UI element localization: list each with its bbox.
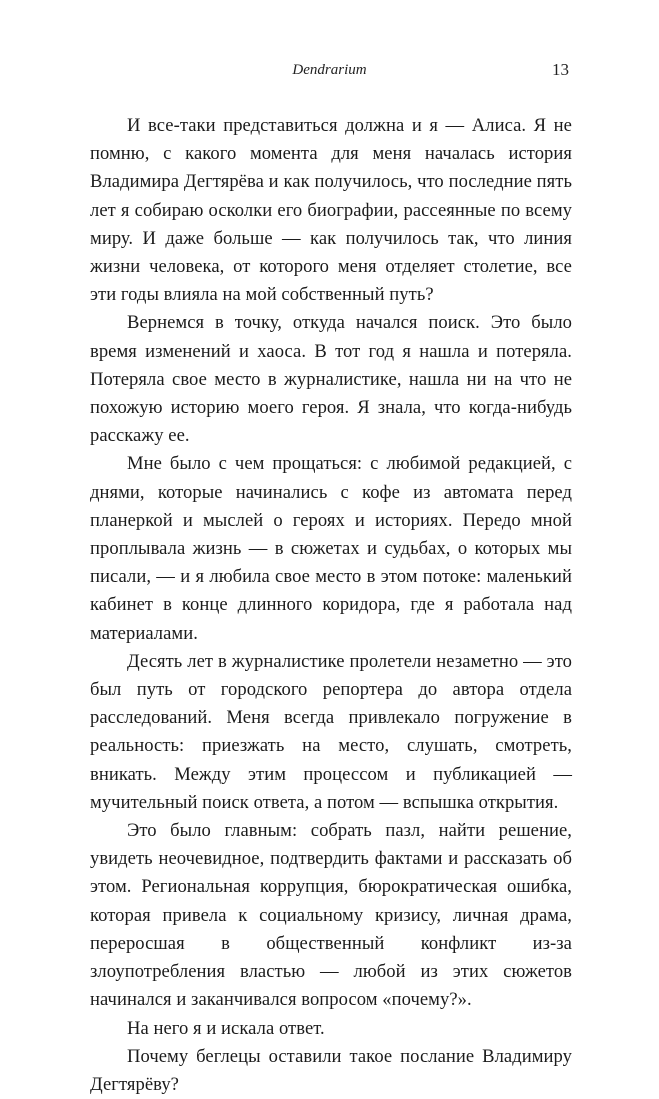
- paragraph: Это было главным: собрать пазл, найти решение, увидеть неочевидное, подтвердить фактами и рассказать об этом. Региональная коррупция, бюрократическая ошибка, которая привела к социальному кризису, личная драма, переросшая в общественный конфликт из-за злоупотребления властью — любой из этих сюжетов начинался и заканчивался вопросом «почему?».: [90, 820, 572, 1011]
- body-text: [90, 112, 572, 1099]
- paragraph: На него я и искала ответ.: [127, 1017, 325, 1039]
- paragraph: И все-таки представиться должна и я — Алиса. Я не помню, с какого момента для меня началась история Владимира Дегтярёва и как получилось, что последние пять лет я собираю осколки его биографии, рассеянные по всему миру. И даже больше — как получилось так, что линия жизни человека, от которого меня отделяет столетие, все эти годы влияла на мой собственный путь?: [90, 115, 572, 306]
- running-head: [0, 58, 659, 82]
- paragraph: Почему беглецы оставили такое послание Владимиру Дегтярёву?: [90, 1045, 572, 1095]
- paragraph: Десять лет в журналистике пролетели незаметно — это был путь от городского репортера до автора отдела расследований. Меня всегда привлекало погружение в реальность: приезжать на место, слушать, смотреть, вникать. Между этим процессом и публикацией — мучительный поиск ответа, а потом — вспышка открытия.: [90, 650, 572, 813]
- paragraph: Вернемся в точку, откуда начался поиск. Это было время изменений и хаоса. В тот год я нашла и потеряла. Потеряла свое место в журналистике, нашла ни на что не похожую историю моего героя. Я знала, что когда-нибудь расскажу ее.: [90, 312, 572, 447]
- paragraph: Мне было с чем прощаться: с любимой редакцией, с днями, которые начинались с кофе из автомата перед планеркой и мыслей о героях и историях. Передо мной проплывала жизнь — в сюжетах и судьбах, о которых мы писали, — и я любила свое место в этом потоке: маленький кабинет в конце длинного коридора, где я работала над материалами.: [90, 453, 572, 644]
- running-head-title: Dendrarium: [292, 62, 367, 78]
- page-number: 13: [552, 60, 569, 79]
